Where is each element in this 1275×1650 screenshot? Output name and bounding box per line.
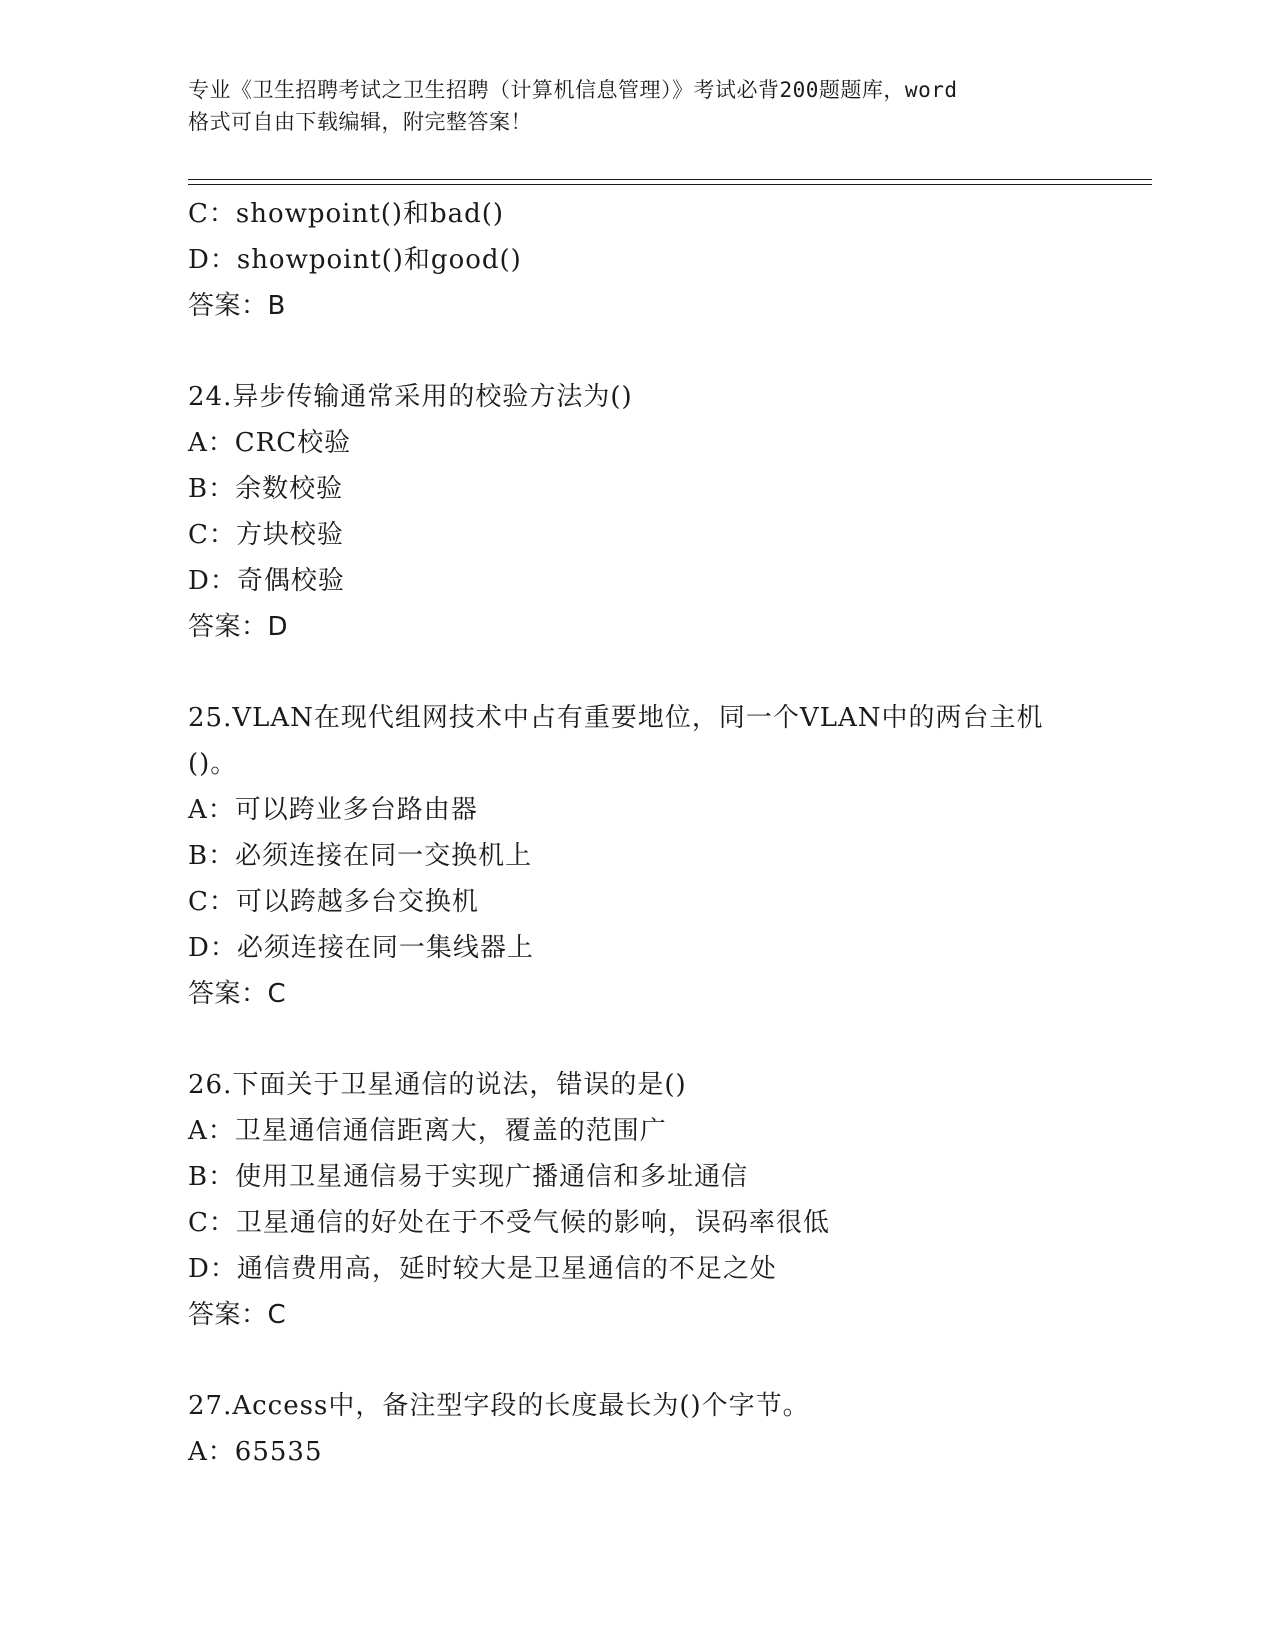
- question-list: [188, 191, 1148, 1475]
- spacer: [188, 329, 1148, 374]
- header-title-line-2: 格式可自由下载编辑，附完整答案！: [188, 110, 532, 134]
- spacer: [188, 1017, 1148, 1062]
- answer: 答案：B: [188, 291, 286, 321]
- option-d: D：通信费用高，延时较大是卫星通信的不足之处: [188, 1254, 777, 1284]
- option-a: A：卫星通信通信距离大，覆盖的范围广: [188, 1116, 667, 1146]
- question-23: [188, 191, 1148, 329]
- header-rule-bottom: [188, 184, 1152, 185]
- answer: 答案：C: [188, 1300, 287, 1330]
- header-rule-top: [188, 179, 1152, 180]
- answer: 答案：C: [188, 979, 287, 1009]
- question-27: [188, 1383, 1148, 1475]
- option-c: C：可以跨越多台交换机: [188, 887, 479, 917]
- spacer: [188, 1338, 1148, 1383]
- option-a: A：65535: [188, 1437, 323, 1467]
- option-c: C：卫星通信的好处在于不受气候的影响，误码率很低: [188, 1208, 830, 1238]
- question-25: [188, 695, 1148, 1017]
- question-stem: 27.Access中，备注型字段的长度最长为()个字节。: [188, 1391, 810, 1421]
- option-d: D：showpoint()和good(): [188, 245, 522, 275]
- question-stem-continued: ()。: [188, 749, 238, 779]
- option-c: C：方块校验: [188, 520, 344, 550]
- question-stem: 24.异步传输通常采用的校验方法为(): [188, 382, 633, 412]
- option-d: D：奇偶校验: [188, 566, 345, 596]
- option-b: B：使用卫星通信易于实现广播通信和多址通信: [188, 1162, 749, 1192]
- document-header: [188, 74, 1088, 138]
- question-26: [188, 1062, 1148, 1338]
- spacer: [188, 650, 1148, 695]
- option-b: B：余数校验: [188, 474, 344, 504]
- option-a: A：可以跨业多台路由器: [188, 795, 478, 825]
- answer: 答案：D: [188, 612, 289, 642]
- header-title-line-1: 专业《卫生招聘考试之卫生招聘（计算机信息管理）》考试必背200题题库，word: [188, 78, 958, 102]
- question-stem: 25.VLAN在现代组网技术中占有重要地位，同一个VLAN中的两台主机: [188, 703, 1044, 733]
- question-stem: 26.下面关于卫星通信的说法，错误的是(): [188, 1070, 687, 1100]
- option-c: C：showpoint()和bad(): [188, 199, 505, 229]
- option-b: B：必须连接在同一交换机上: [188, 841, 533, 871]
- option-d: D：必须连接在同一集线器上: [188, 933, 534, 963]
- question-24: [188, 374, 1148, 650]
- option-a: A：CRC校验: [188, 428, 352, 458]
